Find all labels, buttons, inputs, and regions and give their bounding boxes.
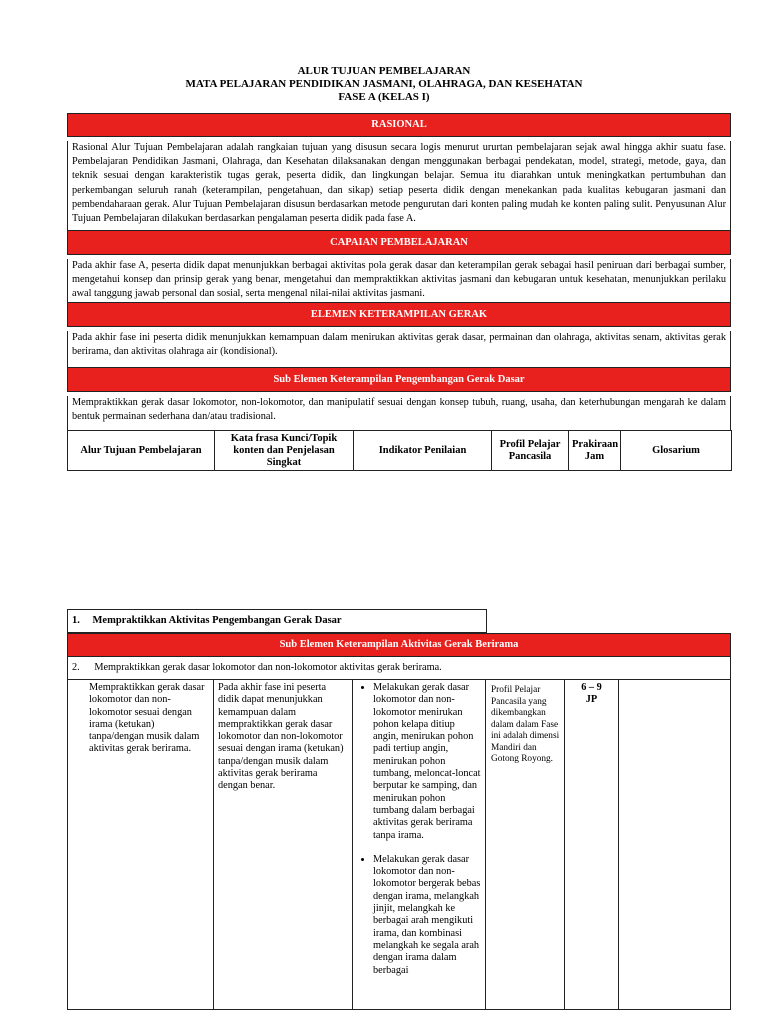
- header-profil: Profil Pelajar Pancasila: [492, 431, 569, 471]
- cell-tujuan: Mempraktikkan gerak dasar lokomotor dan non-lokomotor sesuai dengan irama (ketukan) tanpa/dengan musik dalam aktivitas gerak berirama.: [67, 680, 214, 1010]
- section-1-number: 1.: [72, 615, 80, 626]
- header-indikator: Indikator Penilaian: [354, 431, 492, 471]
- sub-elemen-2-heading: Sub Elemen Keterampilan Aktivitas Gerak Berirama: [67, 633, 731, 657]
- section-1-text: Mempraktikkan Aktivitas Pengembangan Gerak Dasar: [92, 615, 342, 626]
- capaian-text: Pada akhir fase A, peserta didik dapat menunjukkan berbagai aktivitas pola gerak dasar dan keterampilan gerak sebagai hasil peniruan dari berbagai sumber, mengetahui konsep dan prinsip gerak yang benar, mengetahui dan mempraktikkan aktivitas jasmani dan kebugaran untuk kesehatan, menunjukkan perilaku awal tanggung jawab personal dan sosial, serta mengenal nilai-nilai aktivitas jasmani.: [67, 259, 731, 302]
- header-kata-kunci: Kata frasa Kunci/Topik konten dan Penjelasan Singkat: [215, 431, 354, 471]
- rasional-text: Rasional Alur Tujuan Pembelajaran adalah rangkaian tujuan yang disusun secara logis menurut ururtan pembelajaran sejak awal hingga akhir suatu fase. Pembelajaran Pendidikan Jasmani, Olahraga, dan Kesehatan dilaksanakan dengan menggunakan berbagai pendekatan, model, strategi, metode, gaya, dan teknik sesuai dengan karakteristik tugas gerak, peserta didik, dan lingkungan belajar. Semua itu diarahkan untuk meningkatkan pertumbuhan dan perkembangan seluruh ranah (keterampilan, pengetahuan, dan sikap) setiap peserta didik dengan menekankan pada kualitas kebugaran jasmani dan pembendaharaan gerak. Alur Tujuan Pembelajaran disusun berdasarkan metode pengurutan dari konten paling mudah ke konten paling sulit. Penyusunan Alur Tujuan Pembelajaran dilakukan berdasarkan pengalaman peserta didik pada fase A.: [67, 141, 731, 230]
- row-2-text: Mempraktikkan gerak dasar lokomotor dan non-lokomotor aktivitas gerak berirama.: [94, 662, 442, 673]
- row-2-number: 2.: [72, 662, 80, 673]
- cell-glosarium: [619, 680, 731, 1010]
- row-2: [67, 657, 731, 680]
- doc-title-2: MATA PELAJARAN PENDIDIKAN JASMANI, OLAHRAGA, DAN KESEHATAN: [185, 78, 583, 90]
- indikator-item: • Melakukan gerak dasar lokomotor dan non-lokomotor menirukan pohon kelapa ditiup angin, menirukan pohon padi tertiup angin, menirukan pohon tumbang, meloncat-loncat berputar ke samping, dan menirukan pohon tumbang dalam berbagai aktivitas gerak berirama tanpa irama.: [373, 682, 481, 842]
- cell-kata-kunci: Pada akhir fase ini peserta didik dapat menunjukkan kemampuan dalam mempraktikkan gerak dasar lokomotor dan non-lokomotor sesuai dengan irama (ketukan) tanpa/dengan musik dalam aktivitas gerak berirama dengan benar.: [214, 680, 353, 1010]
- jam-unit: JP: [585, 694, 598, 706]
- doc-title-3: FASE A (KELAS I): [338, 91, 430, 103]
- cell-profil: Profil Pelajar Pancasila yang dikembangkan dalam dalam Fase ini adalah dimensi Mandiri dan Gotong Royong.: [486, 680, 565, 1010]
- table-header: [67, 430, 732, 471]
- capaian-heading: CAPAIAN PEMBELAJARAN: [67, 230, 731, 255]
- indikator-item: • Melakukan gerak dasar lokomotor dan non-lokomotor bergerak bebas dengan irama, melangkah jinjit, melangkah ke berbagai arah mengikuti irama, dan kombinasi melangkah ke segala arah dengan irama dalam berbagai: [373, 854, 481, 977]
- elemen-heading: ELEMEN KETERAMPILAN GERAK: [67, 302, 731, 327]
- doc-title-1: ALUR TUJUAN PEMBELAJARAN: [297, 65, 471, 77]
- cell-jam: [565, 680, 619, 1010]
- sub-elemen-text: Mempraktikkan gerak dasar lokomotor, non-lokomotor, dan manipulatif sesuai dengan konsep tubuh, ruang, usaha, dan keterhubungan mengarah ke dalam bentuk permainan sederhana dan/atau tradisional.: [67, 396, 731, 430]
- sub-elemen-heading: Sub Elemen Keterampilan Pengembangan Gerak Dasar: [67, 367, 731, 392]
- header-jam: Prakiraan Jam: [569, 431, 621, 471]
- jam-value: 6 – 9: [581, 682, 602, 693]
- header-alur: Alur Tujuan Pembelajaran: [68, 431, 215, 471]
- header-glosarium: Glosarium: [621, 431, 732, 471]
- section-1-title: [67, 609, 487, 633]
- rasional-heading: RASIONAL: [67, 113, 731, 137]
- cell-indikator: [353, 680, 486, 1010]
- elemen-text: Pada akhir fase ini peserta didik menunjukkan kemampuan dalam menirukan aktivitas gerak dasar, permainan dan olahraga, aktivitas senam, aktivitas gerak berirama, dan aktivitas olahraga air (kondisional).: [67, 331, 731, 367]
